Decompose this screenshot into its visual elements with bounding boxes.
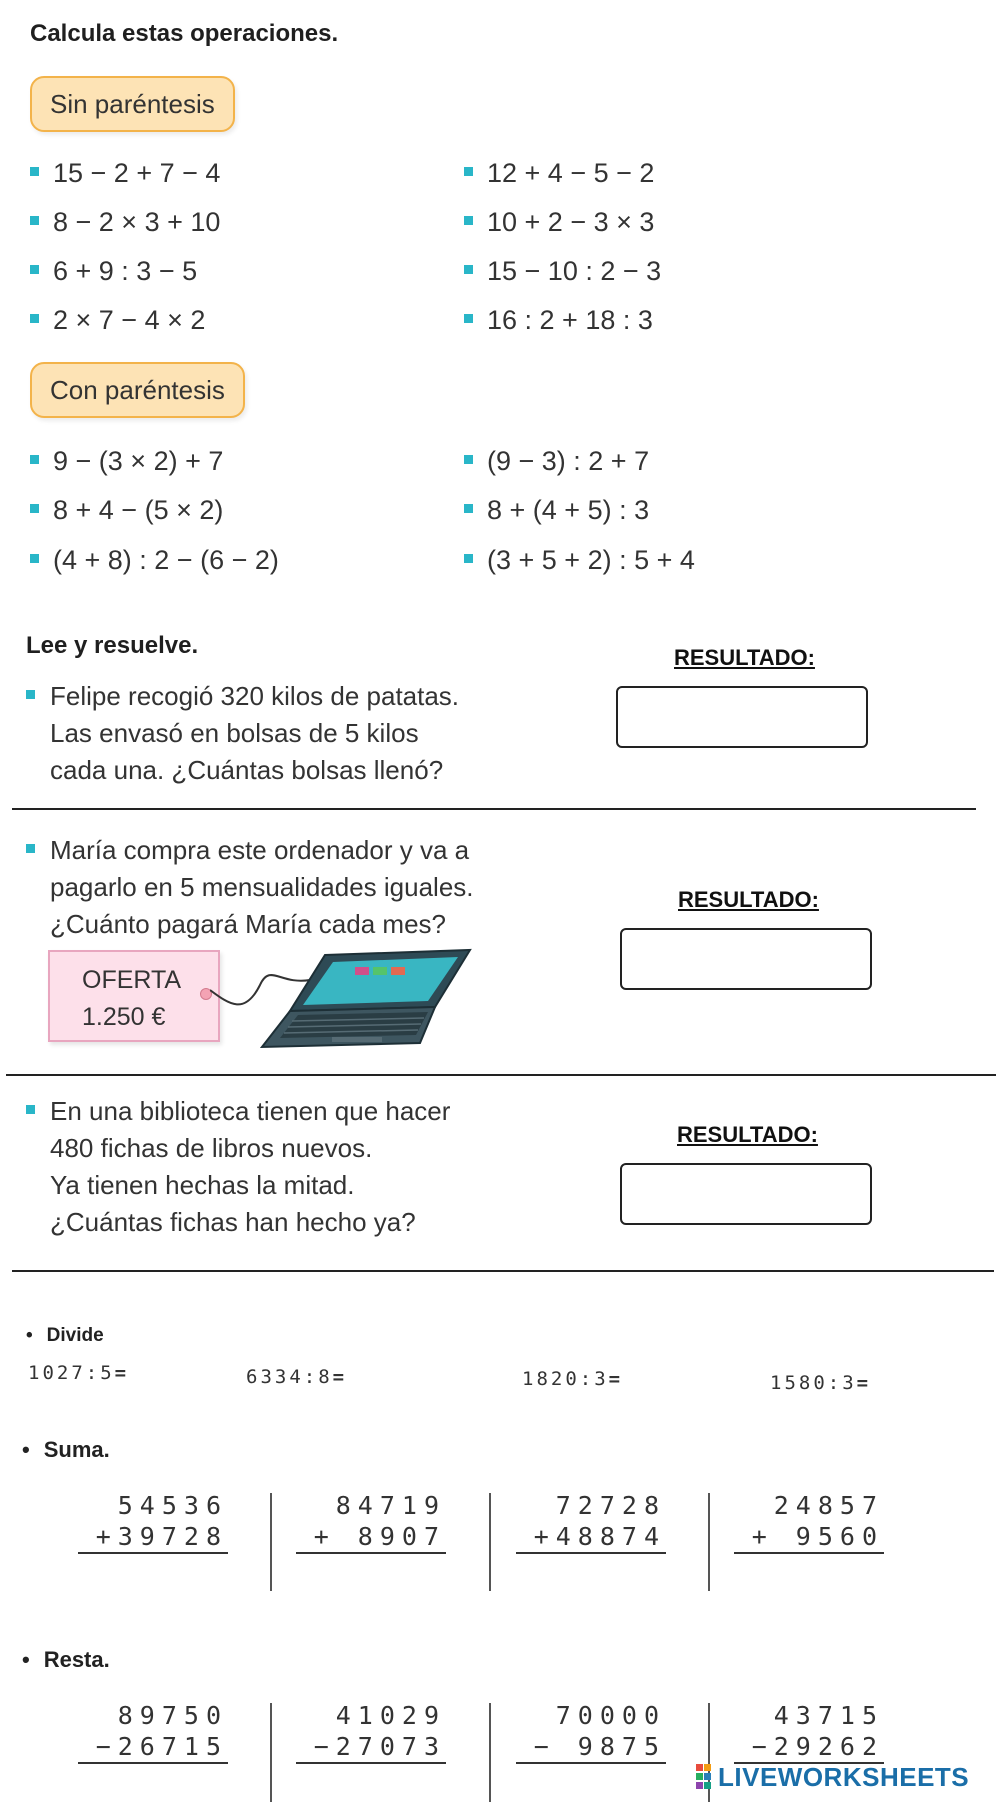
bullet-icon <box>464 265 473 274</box>
op-con-left-3: (4 + 8) : 2 − (6 − 2) <box>30 545 279 576</box>
problem-2: María compra este ordenador y va a pagarlo en 5 mensualidades iguales. ¿Cuánto pagará María cada mes? <box>50 832 474 943</box>
bullet-icon <box>30 167 39 176</box>
result-box-2[interactable] <box>620 928 872 990</box>
liveworksheets-logo: LIVEWORKSHEETS <box>696 1762 969 1793</box>
op-con-right-1: (9 − 3) : 2 + 7 <box>464 446 649 477</box>
bullet-icon <box>30 265 39 274</box>
bullet-icon <box>464 455 473 464</box>
laptop-icon <box>210 945 475 1050</box>
bullet-icon <box>30 216 39 225</box>
result-label-1: RESULTADO: <box>674 645 815 670</box>
bullet-icon <box>464 504 473 513</box>
resta-op-1: 89750 −26715 <box>78 1700 228 1764</box>
column-separator <box>270 1493 272 1591</box>
divide-op-3: 1820:3= <box>522 1368 624 1390</box>
problem-3: En una biblioteca tienen que hacer 480 fichas de libros nuevos. Ya tienen hechas la mitad. ¿Cuántas fichas han hecho ya? <box>50 1093 450 1241</box>
divide-heading: • Divide <box>26 1325 104 1346</box>
op-sin-right-2: 10 + 2 − 3 × 3 <box>464 207 654 238</box>
resta-op-2: 41029 −27073 <box>296 1700 446 1764</box>
op-sin-left-4: 2 × 7 − 4 × 2 <box>30 305 205 336</box>
section1-title: Calcula estas operaciones. <box>30 20 339 47</box>
divide-op-4: 1580:3= <box>770 1372 872 1394</box>
suma-op-2: 84719 + 8907 <box>296 1490 446 1554</box>
result-box-3[interactable] <box>620 1163 872 1225</box>
bullet-icon <box>30 554 39 563</box>
bullet-icon <box>26 1105 35 1114</box>
bullet-icon <box>26 844 35 853</box>
column-separator <box>708 1493 710 1591</box>
resta-heading: • Resta. <box>22 1647 110 1672</box>
pill-sin-parentesis: Sin paréntesis <box>30 76 235 132</box>
suma-op-4: 24857 + 9560 <box>734 1490 884 1554</box>
bullet-icon <box>464 554 473 563</box>
result-box-1[interactable] <box>616 686 868 748</box>
suma-op-3: 72728 +48874 <box>516 1490 666 1554</box>
problem-1: Felipe recogió 320 kilos de patatas. Las envasó en bolsas de 5 kilos cada una. ¿Cuántas bolsas llenó? <box>50 678 459 789</box>
column-separator <box>270 1703 272 1802</box>
op-con-right-2: 8 + (4 + 5) : 3 <box>464 495 649 526</box>
suma-op-1: 54536 +39728 <box>78 1490 228 1554</box>
bullet-icon <box>26 690 35 699</box>
op-con-left-1: 9 − (3 × 2) + 7 <box>30 446 223 477</box>
section2-title: Lee y resuelve. <box>26 632 199 659</box>
divide-op-1: 1027:5= <box>28 1362 130 1384</box>
column-separator <box>489 1703 491 1802</box>
op-sin-left-1: 15 − 2 + 7 − 4 <box>30 158 220 189</box>
offer-tag-price: 1.250 € <box>82 1003 166 1031</box>
logo-mark-icon <box>696 1764 712 1790</box>
column-separator <box>489 1493 491 1591</box>
op-sin-right-4: 16 : 2 + 18 : 3 <box>464 305 653 336</box>
offer-tag <box>48 950 220 1042</box>
bullet-icon <box>30 455 39 464</box>
pill-con-parentesis: Con paréntesis <box>30 362 245 418</box>
resta-op-3: 70000 − 9875 <box>516 1700 666 1764</box>
bullet-icon <box>30 504 39 513</box>
op-sin-right-1: 12 + 4 − 5 − 2 <box>464 158 654 189</box>
op-con-right-3: (3 + 5 + 2) : 5 + 4 <box>464 545 695 576</box>
suma-heading: • Suma. <box>22 1437 110 1462</box>
op-con-left-2: 8 + 4 − (5 × 2) <box>30 495 223 526</box>
op-sin-right-3: 15 − 10 : 2 − 3 <box>464 256 661 287</box>
result-label-3: RESULTADO: <box>677 1122 818 1147</box>
result-label-2: RESULTADO: <box>678 887 819 912</box>
op-sin-left-3: 6 + 9 : 3 − 5 <box>30 256 197 287</box>
offer-tag-title: OFERTA <box>82 966 182 994</box>
bullet-icon <box>464 314 473 323</box>
op-sin-left-2: 8 − 2 × 3 + 10 <box>30 207 220 238</box>
resta-op-4: 43715 −29262 <box>734 1700 884 1764</box>
bullet-icon <box>30 314 39 323</box>
divider <box>12 808 976 810</box>
bullet-icon <box>464 167 473 176</box>
divider <box>6 1074 996 1076</box>
bullet-icon <box>464 216 473 225</box>
divider <box>12 1270 994 1272</box>
divide-op-2: 6334:8= <box>246 1366 348 1388</box>
